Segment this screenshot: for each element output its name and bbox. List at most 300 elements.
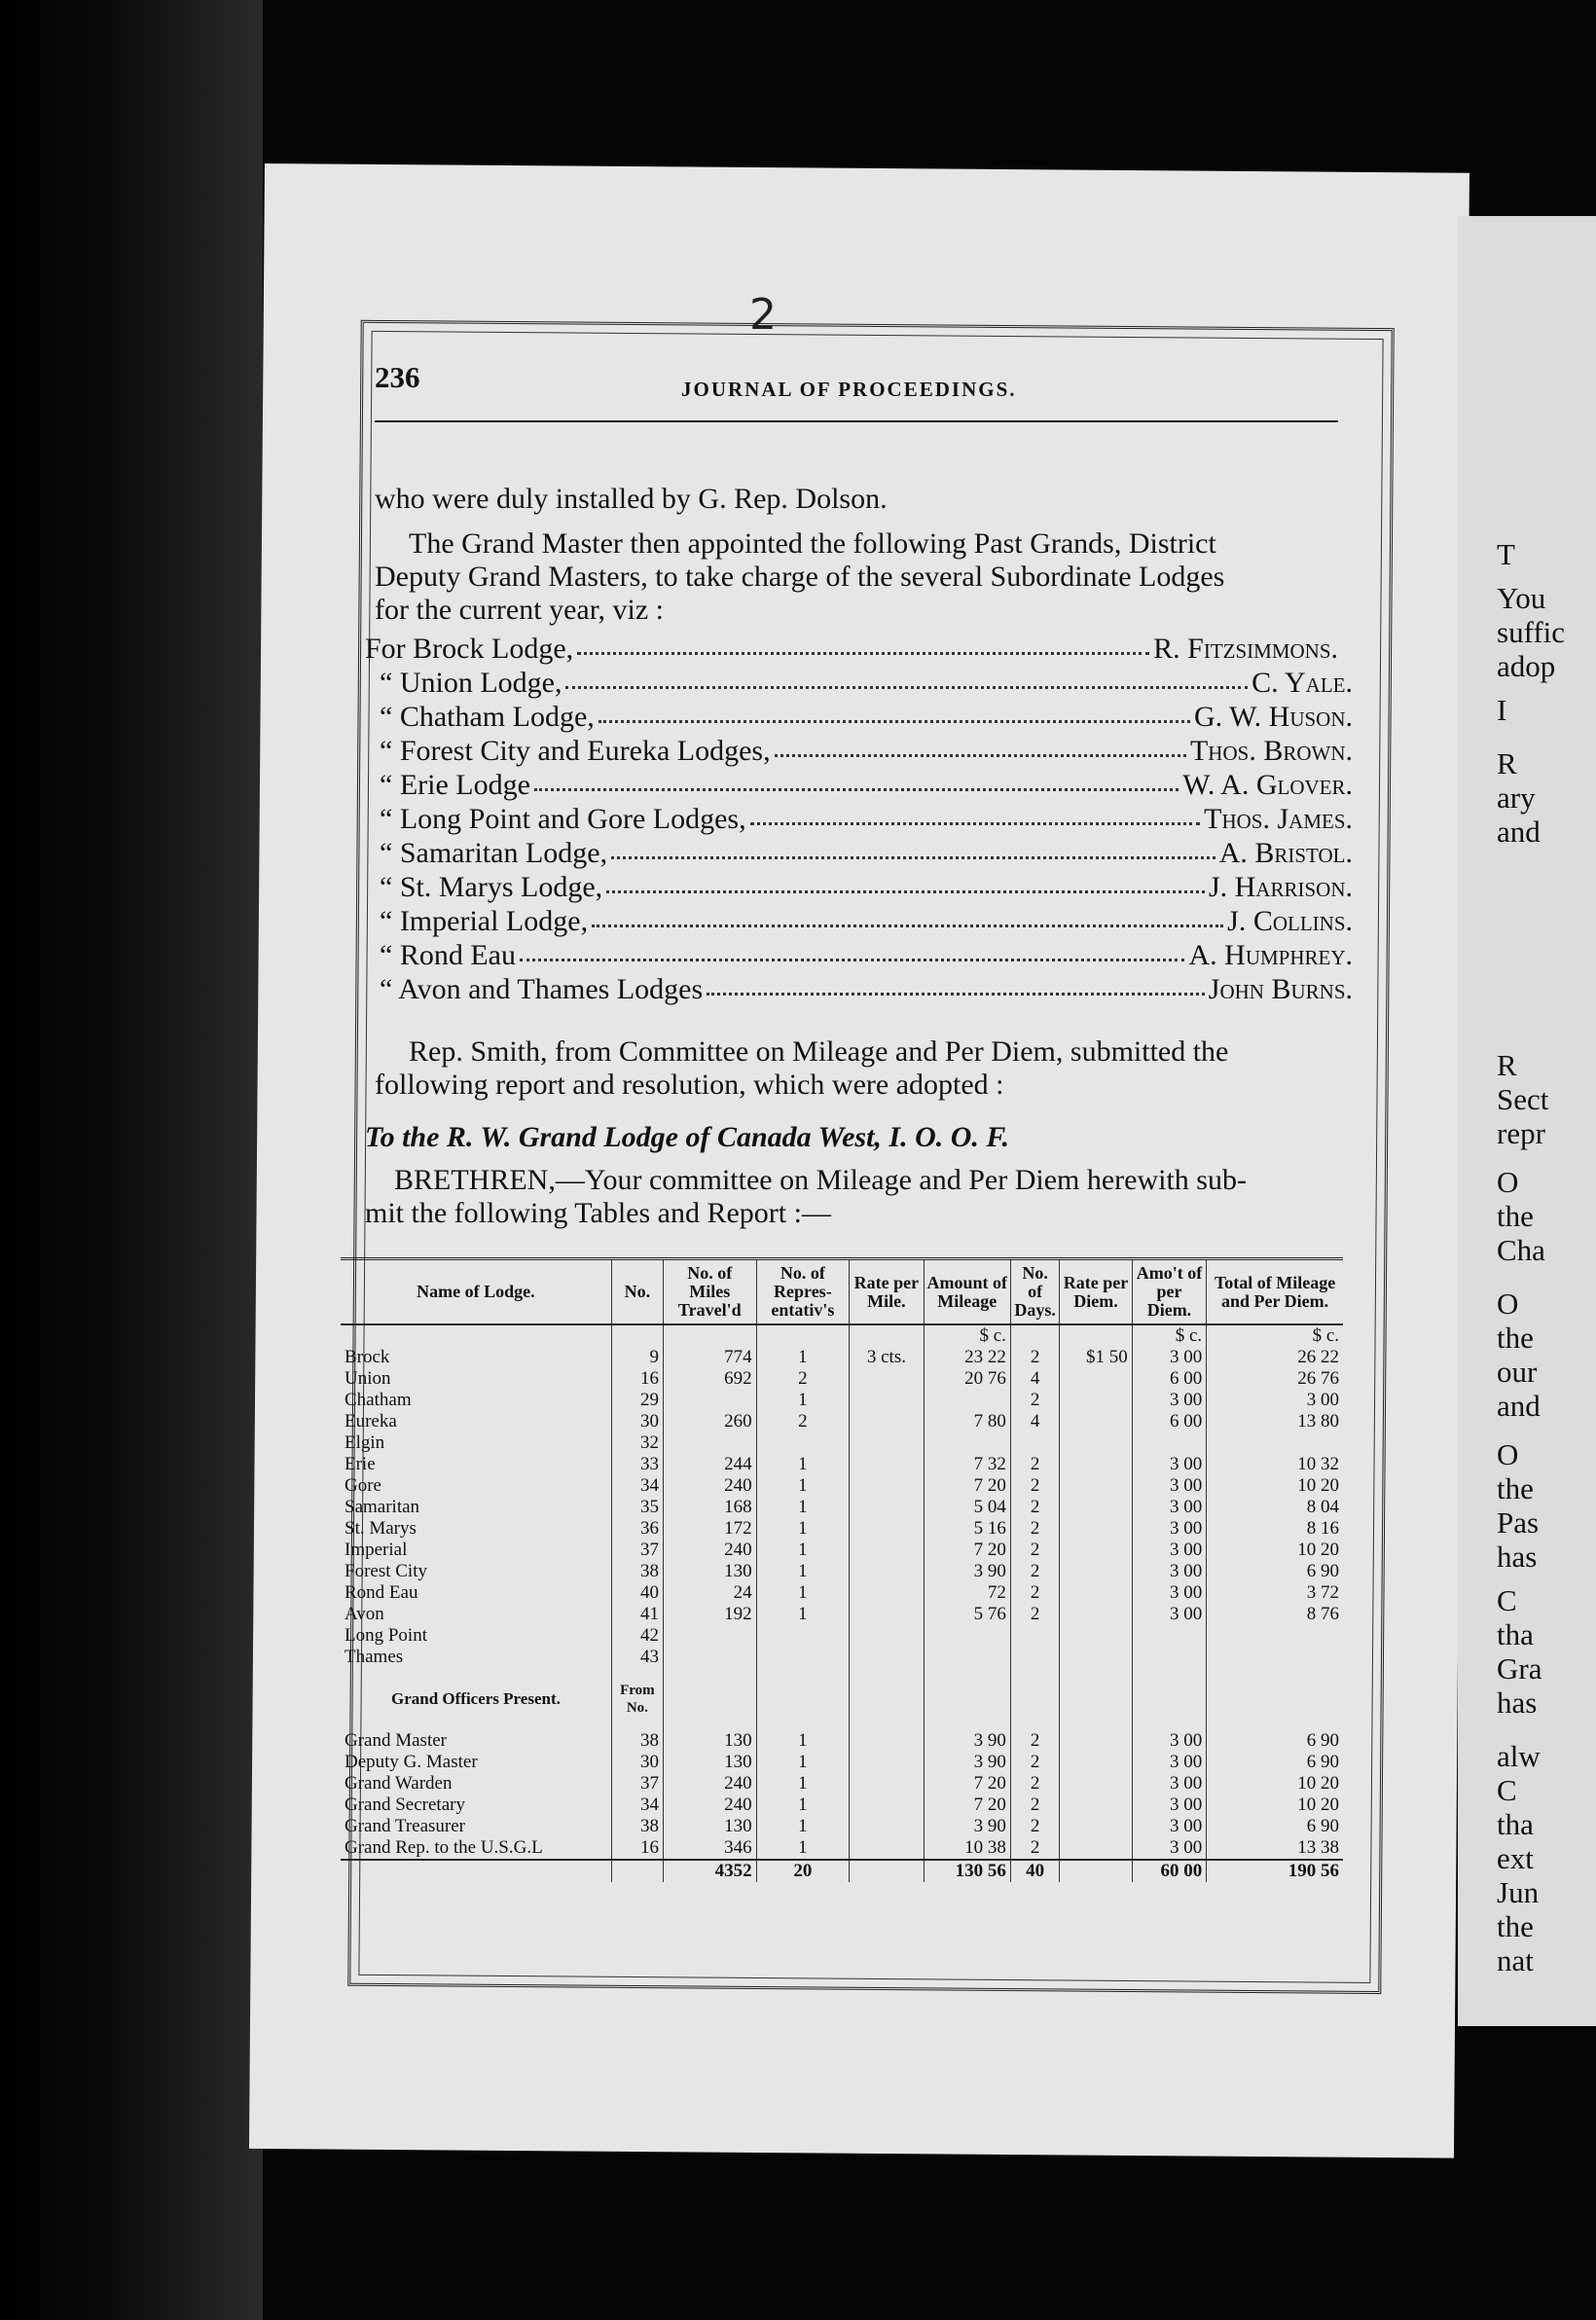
address-line: To the R. W. Grand Lodge of Canada West, I. O. O. F. [365,1121,1010,1153]
paragraph-appointed-1: The Grand Master then appointed the following Past Grands, District [409,527,1216,560]
paragraph-report-2: following report and resolution, which were adopted : [375,1069,1004,1101]
table-cell: Grand Rep. to the U.S.G.L [341,1837,611,1860]
table-cell: 172 [663,1518,756,1540]
table-cell: 2 [1010,1454,1059,1475]
table-cell [1207,1647,1343,1668]
table-cell [850,1682,924,1717]
table-cell [1060,1324,1132,1347]
lodge-row [341,1604,1343,1625]
facing-page-text: T [1497,537,1515,571]
table-cell: 3 00 [1132,1347,1206,1368]
table-cell: 2 [1010,1816,1059,1837]
appointment-officer: C. Yale. [1251,667,1353,699]
table-cell: 1 [756,1794,850,1816]
table-cell: 7 20 [924,1540,1010,1561]
facing-page-text: the [1497,1909,1534,1943]
lodge-row [341,1368,1343,1390]
table-cell: 8 76 [1306,1604,1339,1624]
table-cell: 260 [663,1411,756,1432]
officer-row [341,1816,1343,1837]
appointment-row [380,735,1353,766]
table-cell: 130 [663,1816,756,1837]
table-cell: 16 [611,1368,663,1390]
table-cell: Avon [341,1604,611,1625]
table-cell: 240 [663,1475,756,1497]
table-cell: 4352 [663,1860,756,1882]
table-cell: Elgin [341,1432,611,1454]
appointment-row [380,701,1353,732]
table-cell [850,1324,924,1347]
table-cell: 40 [611,1582,663,1604]
table-cell: 240 [663,1794,756,1816]
table-cell: 5 04 [924,1497,1010,1518]
table-cell [1060,1411,1132,1432]
table-cell [850,1540,924,1561]
table-cell: 6 90 [1306,1752,1339,1772]
table-cell: Deputy G. Master [341,1752,611,1773]
facing-page-text: has [1497,1686,1538,1720]
appointment-lodge: “ Union Lodge, [380,667,562,699]
table-cell: 2 [756,1411,850,1432]
table-cell [1010,1717,1059,1730]
table-cell: 1 [756,1497,850,1518]
table-cell [611,1860,663,1882]
facing-page-text: has [1497,1540,1538,1574]
table-cell: 2 [1010,1540,1059,1561]
officer-row [341,1773,1343,1794]
column-header: No. of Days. [1010,1259,1059,1325]
table-cell: 43 [611,1647,663,1668]
spacer-row [341,1717,1343,1730]
lodge-row [341,1475,1343,1497]
appointment-row [380,973,1353,1004]
table-cell: 3 00 [1132,1582,1206,1604]
table-cell [1060,1773,1132,1794]
table-cell: 3 90 [924,1816,1010,1837]
page-number: 236 [375,360,420,394]
officer-row [341,1794,1343,1816]
table-cell [1010,1432,1059,1454]
table-cell: 3 00 [1132,1454,1206,1475]
table-cell: 168 [663,1497,756,1518]
table-cell: 23 22 [924,1347,1010,1368]
table-cell: 33 [611,1454,663,1475]
lodge-row [341,1561,1343,1582]
table-cell [1060,1794,1132,1816]
table-cell: 1 [756,1518,850,1540]
table-cell: 30 [611,1752,663,1773]
table-cell [1060,1582,1132,1604]
table-cell: 3 00 [1132,1518,1206,1540]
table-cell: 2 [1010,1390,1059,1411]
table-cell: 4 [1010,1368,1059,1390]
table-cell [341,1668,611,1682]
table-cell [611,1717,663,1730]
table-cell: 5 76 [924,1604,1010,1625]
mileage-table [341,1257,1343,1882]
table-cell: 30 [611,1411,663,1432]
table-cell: 3 00 [1132,1730,1206,1752]
table-cell [1207,1432,1343,1454]
table-cell: 3 00 [1132,1604,1206,1625]
table-cell: 10 20 [1297,1773,1339,1794]
table-cell: Samaritan [341,1497,611,1518]
table-cell: Imperial [341,1540,611,1561]
table-cell [924,1647,1010,1668]
table-cell: 8 04 [1306,1497,1339,1517]
table-cell [1060,1625,1132,1647]
table-cell: Long Point [341,1625,611,1647]
table-cell: 1 [756,1582,850,1604]
facing-page-text: C [1497,1773,1517,1807]
appointment-officer: R. Fitzsimmons. [1153,633,1338,665]
table-cell [1010,1668,1059,1682]
table-cell: 2 [1010,1347,1059,1368]
appointment-officer: A. Bristol. [1218,837,1353,869]
table-cell [1010,1324,1059,1347]
table-cell: 40 [1010,1860,1059,1882]
table-cell: 38 [611,1561,663,1582]
table-cell: 35 [611,1497,663,1518]
table-cell: 3 00 [1132,1794,1206,1816]
table-cell: 3 00 [1132,1773,1206,1794]
table-cell [1132,1682,1206,1717]
table-cell: 2 [1010,1518,1059,1540]
officers-label-row [341,1682,1343,1717]
table-cell: 32 [611,1432,663,1454]
column-header: No. of Miles Travel'd [663,1259,756,1325]
table-cell: 3 cts. [850,1347,924,1368]
column-header: Name of Lodge. [341,1259,611,1325]
table-cell: 4 [1010,1411,1059,1432]
column-header: Amount of Mileage [924,1259,1010,1325]
table-cell: 6 90 [1306,1730,1339,1751]
appointment-lodge: “ Rond Eau [380,939,516,971]
table-cell [850,1816,924,1837]
table-cell [1132,1717,1206,1730]
appointment-officer: John Burns. [1208,973,1353,1005]
table-cell: Eureka [341,1411,611,1432]
officer-row [341,1837,1343,1860]
table-cell [611,1324,663,1347]
table-cell: 7 80 [924,1411,1010,1432]
table-cell: 1 [756,1475,850,1497]
table-cell [850,1582,924,1604]
table-cell: Grand Officers Present. [341,1682,611,1717]
paragraph-brethren-1: BRETHREN,—Your committee on Mileage and Per Diem herewith sub- [394,1164,1247,1196]
table-cell: 3 90 [924,1730,1010,1752]
facing-page-text: tha [1497,1617,1534,1651]
table-cell: 10 20 [1297,1794,1339,1815]
facing-page-text: ext [1497,1841,1534,1875]
table-cell [663,1647,756,1668]
table-cell: 1 [756,1390,850,1411]
facing-page-text: O [1497,1165,1519,1199]
table-cell [1060,1432,1132,1454]
table-cell: 5 16 [924,1518,1010,1540]
table-cell [850,1604,924,1625]
table-cell: 3 72 [1306,1582,1339,1603]
facing-page-text: and [1497,815,1541,849]
table-cell: Grand Master [341,1730,611,1752]
table-cell: 38 [611,1816,663,1837]
lodge-row [341,1540,1343,1561]
table-cell [1207,1717,1343,1730]
spacer-row [341,1668,1343,1682]
table-cell: 3 00 [1132,1475,1206,1497]
table-cell: 2 [756,1368,850,1390]
table-cell: Union [341,1368,611,1390]
table-cell [1060,1604,1132,1625]
handwritten-mark: 2 [749,290,777,340]
table-cell: 2 [1010,1604,1059,1625]
appointment-officer: G. W. Huson. [1193,701,1353,733]
table-cell [663,1324,756,1347]
facing-page-text: Cha [1497,1233,1545,1267]
table-cell [1010,1647,1059,1668]
facing-page-text: R [1497,1048,1517,1082]
table-cell [341,1717,611,1730]
table-cell [663,1390,756,1411]
table-cell [341,1860,611,1882]
table-cell: 10 20 [1297,1540,1339,1560]
table-cell: 2 [1010,1773,1059,1794]
table-cell: 42 [611,1625,663,1647]
facing-page-text: C [1497,1583,1517,1617]
table-cell: Forest City [341,1561,611,1582]
table-cell [924,1390,1010,1411]
table-cell: 10 38 [924,1837,1010,1860]
table-cell [850,1561,924,1582]
table-cell [924,1682,1010,1717]
table-cell [341,1324,611,1347]
lodge-row [341,1518,1343,1540]
table-cell [1060,1368,1132,1390]
table-cell [663,1432,756,1454]
facing-page-text: You [1497,581,1546,615]
facing-page-text: alw [1497,1739,1541,1773]
table-cell: 2 [1010,1837,1059,1860]
column-header: No. of Repres-entativ's [756,1259,850,1325]
facing-page-text: Sect [1497,1082,1549,1116]
appointment-row [380,667,1353,698]
table-cell: 1 [756,1454,850,1475]
table-cell: 34 [611,1794,663,1816]
column-header: Amo't of per Diem. [1132,1259,1206,1325]
column-header: Rate per Mile. [850,1259,924,1325]
book-spine [0,0,263,2320]
table-cell [1132,1668,1206,1682]
table-cell [850,1368,924,1390]
table-cell: 3 90 [924,1561,1010,1582]
table-cell [850,1752,924,1773]
facing-page-text: O [1497,1287,1519,1321]
table-cell: Erie [341,1454,611,1475]
table-cell: $1 50 [1060,1347,1132,1368]
lodge-row [341,1390,1343,1411]
table-cell: 13 80 [1297,1411,1339,1432]
table-cell [1060,1837,1132,1860]
table-cell [850,1454,924,1475]
table-cell: 2 [1010,1730,1059,1752]
table-cell: 1 [756,1773,850,1794]
table-cell [924,1625,1010,1647]
table-cell: St. Marys [341,1518,611,1540]
table-cell [1060,1497,1132,1518]
table-cell: $ c. [924,1324,1010,1347]
table-cell [850,1730,924,1752]
table-cell [1207,1682,1343,1717]
table-cell [756,1668,850,1682]
facing-page-text: ary [1497,780,1536,815]
table-cell: Grand Secretary [341,1794,611,1816]
table-cell [850,1518,924,1540]
table-cell: $ c. [1132,1324,1206,1347]
table-cell: 20 [756,1860,850,1882]
facing-page-text: Pas [1497,1505,1540,1540]
table-cell: 36 [611,1518,663,1540]
appointment-lodge: “ Imperial Lodge, [380,905,589,937]
table-cell: Chatham [341,1390,611,1411]
table-cell: 130 [663,1561,756,1582]
table-cell [1207,1668,1343,1682]
facing-page-text: Jun [1497,1875,1540,1909]
table-cell: 10 32 [1297,1454,1339,1474]
table-cell: 1 [756,1816,850,1837]
appointment-lodge: “ St. Marys Lodge, [380,871,603,903]
table-cell: Grand Warden [341,1773,611,1794]
appointment-officer: A. Humphrey. [1188,939,1353,971]
lodge-row [341,1582,1343,1604]
table-cell: 1 [756,1561,850,1582]
appointment-lodge: For Brock Lodge, [365,633,574,665]
table-cell: 34 [611,1475,663,1497]
table-cell [850,1860,924,1882]
column-header: No. [611,1259,663,1325]
table-cell [850,1411,924,1432]
table-cell: 29 [611,1390,663,1411]
facing-page-text: tha [1497,1807,1534,1841]
table-cell: 130 [663,1752,756,1773]
table-cell: 37 [611,1540,663,1561]
currency-row [341,1324,1343,1347]
facing-page-text: Gra [1497,1651,1542,1686]
appointment-officer: J. Collins. [1227,905,1353,937]
appointment-row [380,837,1353,868]
table-cell [1060,1668,1132,1682]
facing-page-text: adop [1497,649,1556,683]
table-cell: 10 20 [1297,1475,1339,1496]
appointment-lodge: “ Long Point and Gore Lodges, [380,803,746,835]
table-cell [1207,1625,1343,1647]
appointment-row [380,803,1353,834]
table-cell: 1 [756,1752,850,1773]
table-cell: 346 [663,1837,756,1860]
facing-page-text: our [1497,1355,1538,1389]
table-cell: 6 90 [1306,1561,1339,1581]
table-cell [1060,1540,1132,1561]
table-cell [1132,1432,1206,1454]
appointment-row [380,769,1353,800]
header-rule [375,420,1338,422]
table-cell [1060,1454,1132,1475]
table-cell: $ c. [1312,1325,1339,1346]
facing-page-text: the [1497,1321,1534,1355]
table-cell: 1 [756,1604,850,1625]
table-cell [1060,1518,1132,1540]
table-cell: 7 20 [924,1475,1010,1497]
table-cell: 6 90 [1306,1816,1339,1836]
table-cell: 7 20 [924,1794,1010,1816]
table-cell: 244 [663,1454,756,1475]
table-cell: 20 76 [924,1368,1010,1390]
table-cell: 3 00 [1132,1390,1206,1411]
table-cell [663,1682,756,1717]
table-cell: 3 00 [1306,1390,1339,1410]
table-cell [1010,1625,1059,1647]
appointment-lodge: “ Samaritan Lodge, [380,837,608,869]
table-cell [850,1497,924,1518]
table-cell [850,1432,924,1454]
table-cell: 6 00 [1132,1411,1206,1432]
appointment-lodge: “ Forest City and Eureka Lodges, [380,735,771,767]
table-cell: 26 76 [1297,1368,1339,1389]
table-cell: 1 [756,1837,850,1860]
table-cell: 60 00 [1132,1860,1206,1882]
facing-page-text: R [1497,746,1517,780]
appointment-officer: Thos. James. [1204,803,1353,835]
table-cell: Grand Treasurer [341,1816,611,1837]
table-cell: 3 90 [924,1752,1010,1773]
column-header: Rate per Diem. [1060,1259,1132,1325]
table-cell: 16 [611,1837,663,1860]
table-cell [1060,1561,1132,1582]
table-cell: 2 [1010,1752,1059,1773]
table-cell: 2 [1010,1561,1059,1582]
lodge-row [341,1454,1343,1475]
table-cell: Brock [341,1347,611,1368]
paragraph-appointed-2: Deputy Grand Masters, to take charge of the several Subordinate Lodges [375,561,1225,593]
table-cell [924,1668,1010,1682]
table-cell [1060,1717,1132,1730]
table-cell: 130 [663,1730,756,1752]
table-cell: 240 [663,1773,756,1794]
table-cell: 3 00 [1132,1497,1206,1518]
table-cell: 3 00 [1132,1837,1206,1860]
facing-page-text: the [1497,1471,1534,1505]
table-cell: 2 [1010,1794,1059,1816]
table-cell [1060,1682,1132,1717]
paragraph-brethren-2: mit the following Tables and Report :— [365,1197,831,1229]
table-cell [924,1717,1010,1730]
facing-page [1458,216,1596,2026]
table-cell: 7 32 [924,1454,1010,1475]
table-cell: 3 00 [1132,1561,1206,1582]
table-cell: 692 [663,1368,756,1390]
table-cell [1060,1647,1132,1668]
table-cell: 37 [611,1773,663,1794]
appointment-row [365,633,1338,664]
table-cell: Thames [341,1647,611,1668]
table-cell [1060,1475,1132,1497]
appointment-officer: W. A. Glover. [1182,769,1353,801]
table-cell [756,1647,850,1668]
table-cell: 2 [1010,1475,1059,1497]
paragraph-installed: who were duly installed by G. Rep. Dolson. [375,483,888,515]
table-cell: 24 [663,1582,756,1604]
table-cell: 1 [756,1347,850,1368]
table-cell: 2 [1010,1497,1059,1518]
